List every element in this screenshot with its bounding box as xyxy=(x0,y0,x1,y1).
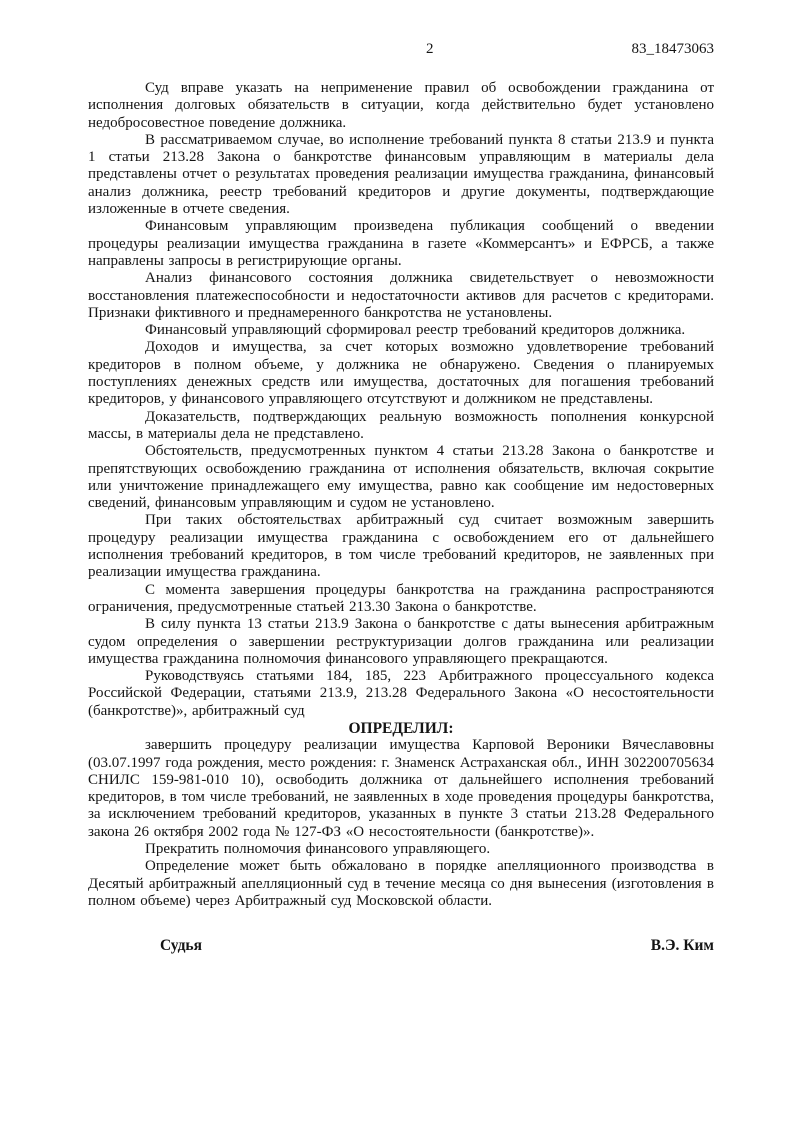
judge-name: В.Э. Ким xyxy=(650,937,714,955)
reasoning-section xyxy=(88,80,714,720)
paragraph: Анализ финансового состояния должника свидетельствует о невозможности восстановления платежеспособности и недостаточности активов для расчетов с кредиторами. Признаки фиктивного и преднамеренного банкротства не установлены. xyxy=(88,270,714,321)
document-body xyxy=(88,80,714,910)
paragraph: При таких обстоятельствах арбитражный суд считает возможным завершить процедуру реализации имущества гражданина с освобождением его от дальнейшего исполнения требований кредиторов, в том числе требований кредиторов, не заявленных при реализации имущества гражданина. xyxy=(88,512,714,581)
paragraph: С момента завершения процедуры банкротства на гражданина распространяются ограничения, предусмотренные статьей 213.30 Закона о банкротстве. xyxy=(88,581,714,615)
paragraph: Определение может быть обжаловано в порядке апелляционного производства в Десятый арбитражный апелляционный суд в течение месяца со дня вынесения (изготовления в полном объеме) через Арбитражный суд Московской области. xyxy=(88,858,714,909)
judge-role-label: Судья xyxy=(160,937,203,955)
document-number: 83_18473063 xyxy=(631,41,714,57)
resolution-heading: ОПРЕДЕЛИЛ: xyxy=(348,719,454,737)
paragraph: В рассматриваемом случае, во исполнение требований пункта 8 статьи 213.9 и пункта 1 статьи 213.28 Закона о банкротстве финансовым управляющим в материалы дела представлены отчет о результатах проведения реализации имущества гражданина, финансовый анализ должника, реестр требований кредиторов и другие документы, подтверждающие изложенные в отчете сведения. xyxy=(88,131,714,218)
paragraph: В силу пункта 13 статьи 213.9 Закона о банкротстве с даты вынесения арбитражным судом определения о завершении реструктуризации долгов гражданина или реализации имущества гражданина полномочия финансового управляющего прекращаются. xyxy=(88,616,714,667)
paragraph: Обстоятельств, предусмотренных пунктом 4 статьи 213.28 Закона о банкротстве и препятствующих освобождению гражданина от исполнения обязательств, включая сокрытие или уничтожение принадлежащего ему имущества, равно как сообщение им недостоверных сведений, финансовым управляющим и судом не установлено. xyxy=(88,443,714,512)
paragraph: Финансовым управляющим произведена публикация сообщений о введении процедуры реализации имущества гражданина в газете «Коммерсантъ» и ЕФРСБ, а также направлены запросы в регистрирующие органы. xyxy=(88,218,714,269)
paragraph: Руководствуясь статьями 184, 185, 223 Арбитражного процессуального кодекса Российской Федерации, статьями 213.9, 213.28 Федерального Закона «О несостоятельности (банкротстве)», арбитражный суд xyxy=(88,668,714,719)
paragraph: Суд вправе указать на неприменение правил об освобождении гражданина от исполнения долговых обязательств в ситуации, когда действительно будет установлено недобросовестное поведение должника. xyxy=(88,80,714,131)
paragraph: Доходов и имущества, за счет которых возможно удовлетворение требований кредиторов в полном объеме, у должника не обнаружено. Сведения о планируемых поступлениях денежных средств или имущества, достаточных для погашения требований кредиторов, у финансового управляющего отсутствуют и должником не представлены. xyxy=(88,339,714,408)
paragraph: завершить процедуру реализации имущества Карповой Вероники Вячеславовны (03.07.1997 года рождения, место рождения: г. Знаменск Астраханская обл., ИНН 302200705634 СНИЛС 159-981-010 10), освободить должника от дальнейшего исполнения требований кредиторов, в том числе требований, не заявленных в ходе проведения процедуры банкротства, за исключением требований кредиторов, указанных в пункте 3 статьи 213.28 Федерального закона 26 октября 2002 года № 127-ФЗ «О несостоятельности (банкротстве)». xyxy=(88,737,714,840)
resolution-section xyxy=(88,737,714,910)
paragraph: Финансовый управляющий сформировал реестр требований кредиторов должника. xyxy=(145,322,686,339)
page-number: 2 xyxy=(426,41,434,57)
paragraph: Прекратить полномочия финансового управляющего. xyxy=(145,841,491,858)
signature-block xyxy=(88,937,714,955)
paragraph: Доказательств, подтверждающих реальную возможность пополнения конкурсной массы, в материалы дела не представлено. xyxy=(88,408,714,442)
page-header xyxy=(88,40,714,60)
